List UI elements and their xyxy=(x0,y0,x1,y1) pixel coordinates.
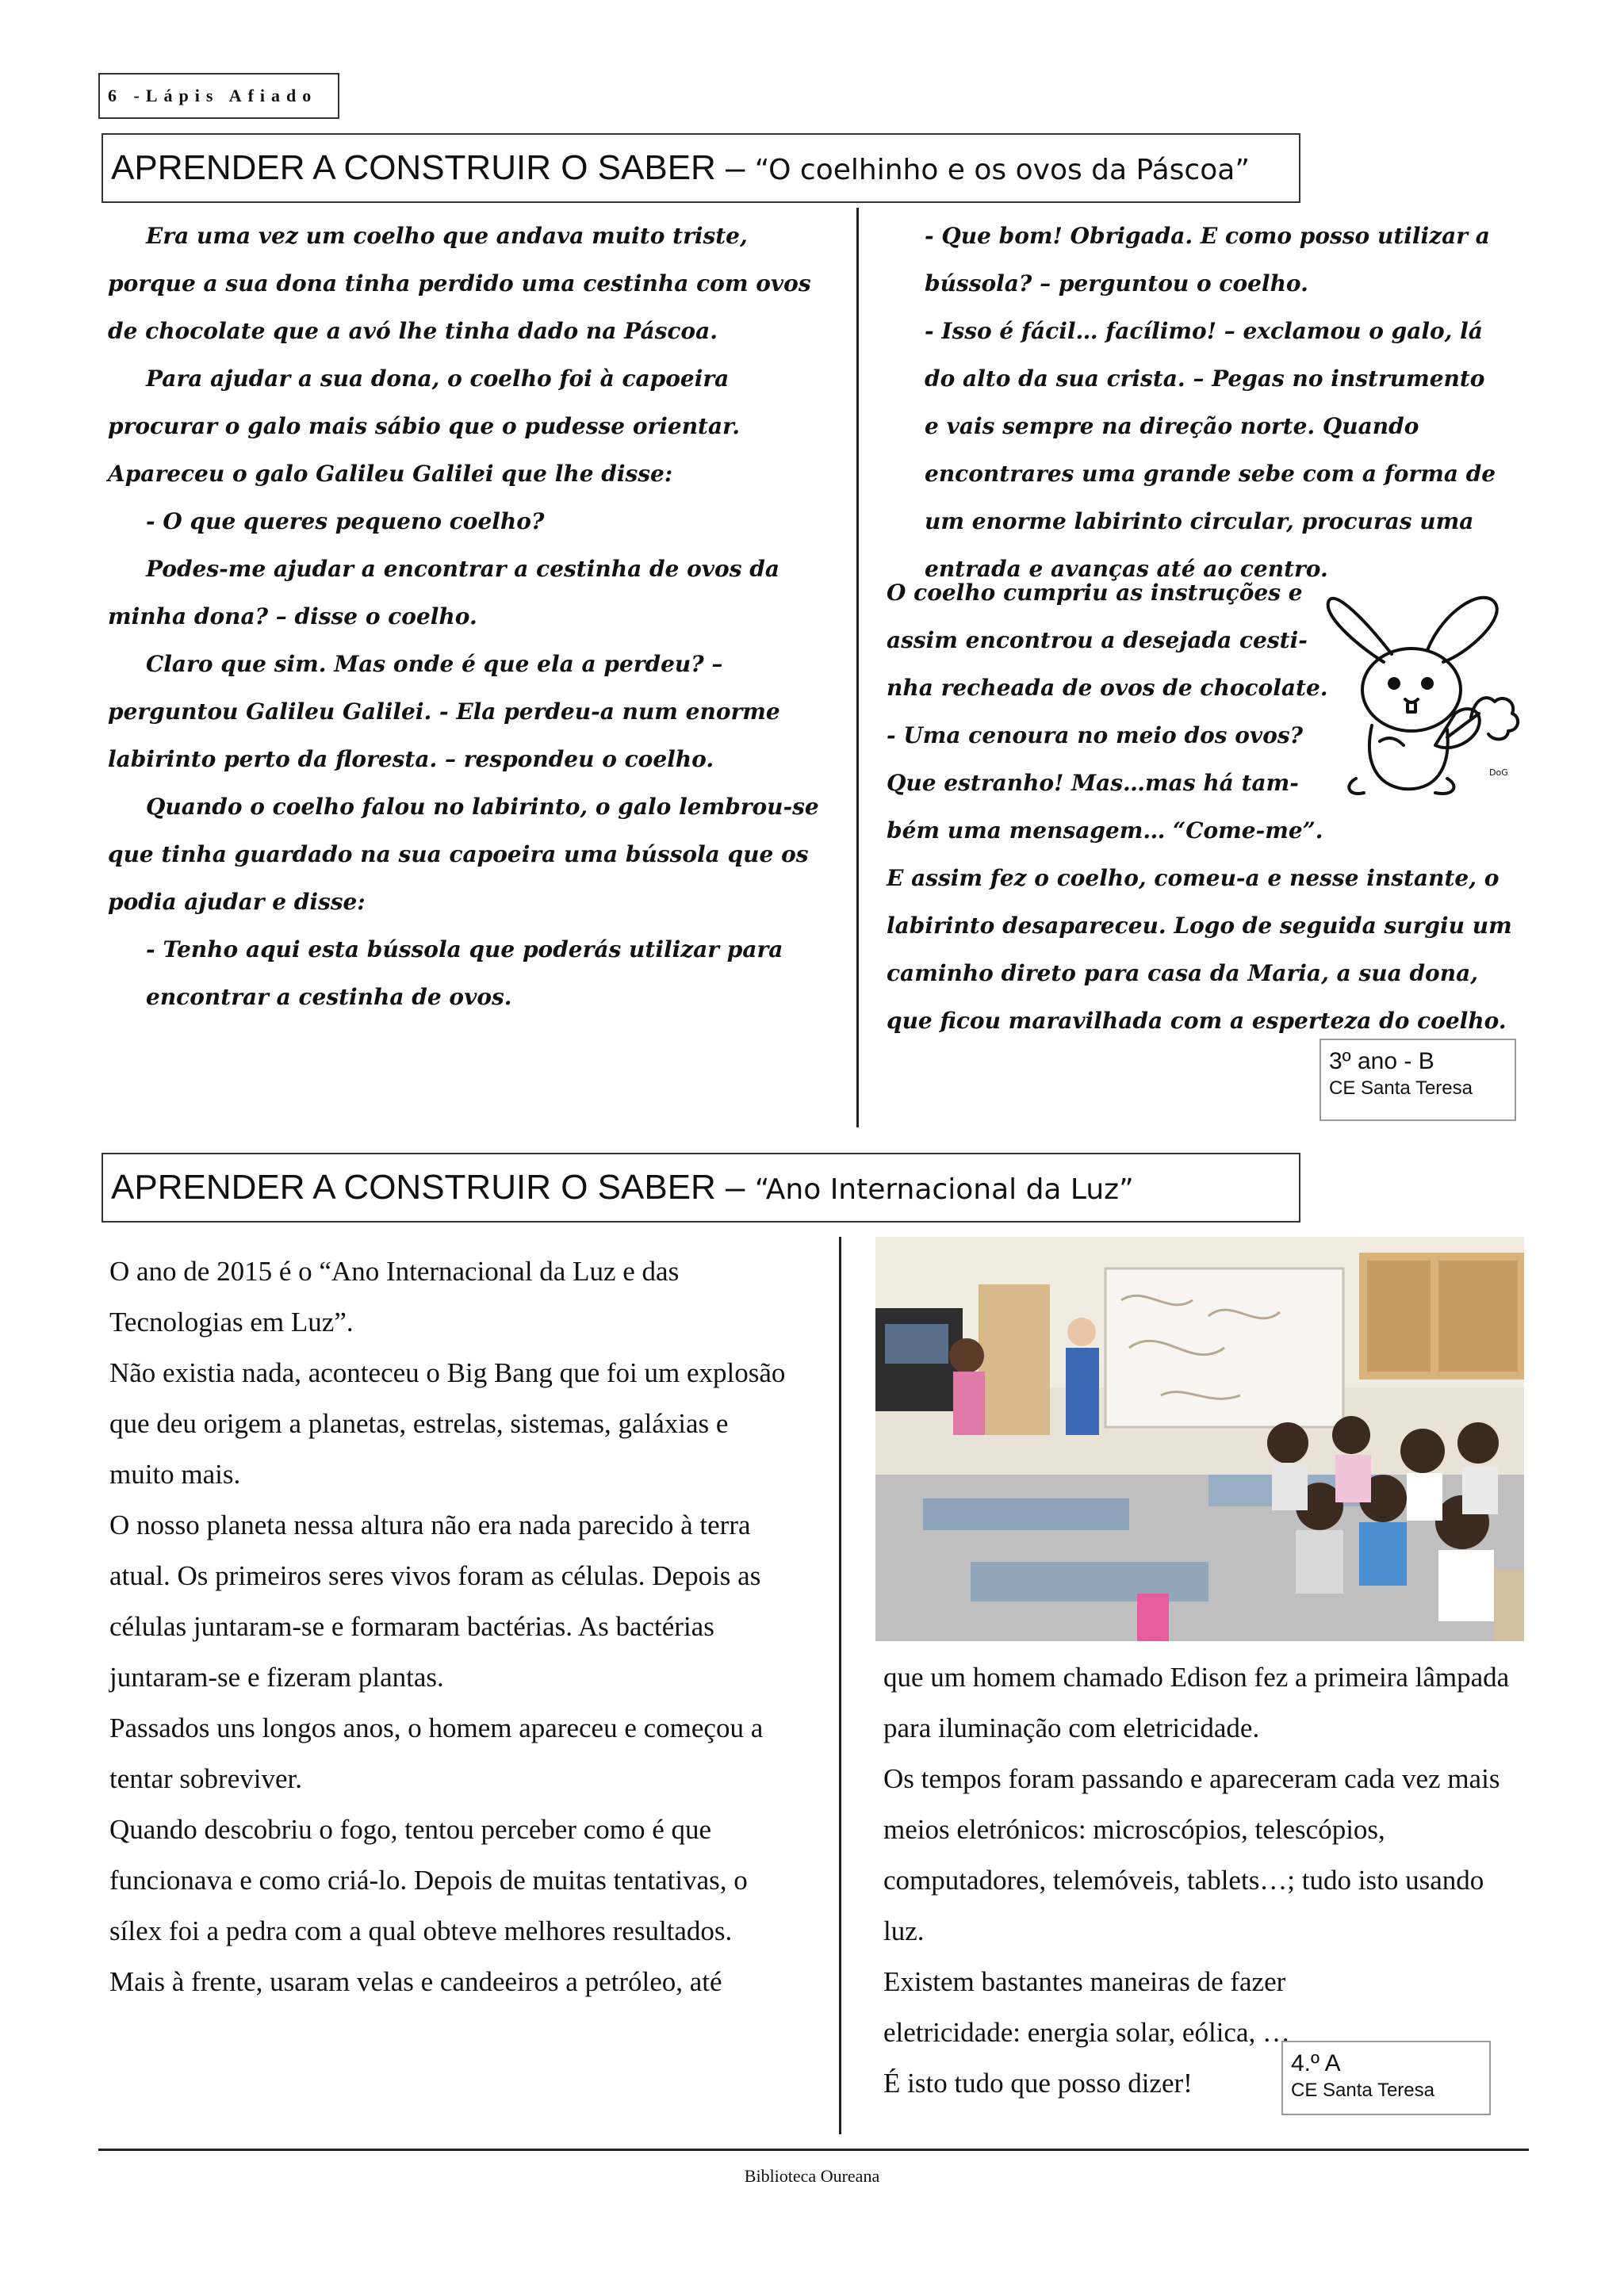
page-number-label: 6 -Lápis Afiado xyxy=(98,73,339,119)
signature-class: 4.º A xyxy=(1291,2050,1341,2076)
signature-class: 3º ano - B xyxy=(1329,1048,1434,1074)
paragraph: Mais à frente, usaram velas e candeeiros a petróleo, até xyxy=(109,1966,722,1997)
article-1-right-column xyxy=(887,212,1505,593)
paragraph: - O que queres pequeno coelho? xyxy=(146,508,545,534)
column-divider xyxy=(839,1237,841,2134)
paragraph: Quando o coelho falou no labirinto, o galo lembrou-se que tinha guardado na sua capoeira uma bússola que os podia ajudar e disse: xyxy=(108,794,819,915)
paragraph: Era uma vez um coelho que andava muito triste, porque a sua dona tinha perdido uma cestinha com ovos de chocolate que a avó lhe tinha dado na Páscoa. xyxy=(108,223,811,344)
article-2-left-column xyxy=(109,1246,791,2007)
article-1-title-text: APRENDER A CONSTRUIR O SABER – xyxy=(111,148,745,187)
paragraph: E assim fez o coelho, comeu-a e nesse instante, o labirinto desapareceu. Logo de seguida surgiu um caminho direto para casa da Maria, a sua dona, que ficou maravilhada com a esperteza do coelho. xyxy=(887,865,1512,1034)
paragraph: - Que bom! Obrigada. E como posso utilizar a bússola? – perguntou o coelho. xyxy=(925,223,1490,297)
paragraph: Podes-me ajudar a encontrar a cestinha de ovos da minha dona? – disse o coelho. xyxy=(108,556,779,629)
article-1-right-narrow xyxy=(887,569,1331,855)
paragraph: Quando descobriu o fogo, tentou perceber como é que funcionava e como criá-lo. Depois de muitas tentativas, o sílex foi a pedra com a qual obteve melhores resultados. xyxy=(109,1814,748,1946)
article-1-right-end xyxy=(887,855,1513,1045)
text-line: - Uma cenoura no meio dos ovos? xyxy=(887,722,1304,748)
text-line: Que estranho! Mas…mas há tam- xyxy=(887,770,1299,796)
paragraph: O nosso planeta nessa altura não era nada parecido à terra atual. Os primeiros seres vivos foram as células. Depois as células juntaram-se e formaram bactérias. As bactérias juntaram-se e fizeram plantas. xyxy=(109,1510,761,1693)
footer-divider xyxy=(98,2149,1529,2151)
text-line: O coelho cumpriu as instruções e xyxy=(887,580,1303,606)
paragraph: Não existia nada, aconteceu o Big Bang que foi um explosão que deu origem a planetas, estrelas, sistemas, galáxias e muito mais. xyxy=(109,1357,786,1490)
paragraph: O ano de 2015 é o “Ano Internacional da Luz e das Tecnologias em Luz”. xyxy=(109,1256,680,1337)
bunny-icon xyxy=(1316,571,1522,809)
svg-text:DoG: DoG xyxy=(1489,767,1508,778)
footer-text: Biblioteca Oureana xyxy=(744,2166,880,2186)
text-line: bém uma mensagem… “Come-me”. xyxy=(887,817,1323,844)
article-1-subtitle: “O coelhinho e os ovos da Páscoa” xyxy=(754,154,1250,186)
article-2-title xyxy=(102,1153,1300,1223)
article-1-left-column xyxy=(108,212,836,1021)
paragraph: - Isso é fácil… facílimo! – exclamou o galo, lá do alto da sua crista. – Pegas no instrumento e vais sempre na direção norte. Quando encontrares uma grande sebe com a forma de um enorme labirinto circular, procuras uma entrada e avanças até ao centro. xyxy=(925,318,1496,582)
signature-school: CE Santa Teresa xyxy=(1329,1077,1473,1099)
classroom-photo-image xyxy=(875,1237,1524,1641)
paragraph: Passados uns longos anos, o homem apareceu e começou a tentar sobreviver. xyxy=(109,1712,764,1794)
paragraph: Para ajudar a sua dona, o coelho foi à capoeira procurar o galo mais sábio que o pudesse orientar. Apareceu o galo Galileu Galilei que lhe disse: xyxy=(108,365,741,487)
paragraph: Claro que sim. Mas onde é que ela a perdeu? – perguntou Galileu Galilei. - Ela perdeu-a num enorme labirinto perto da floresta. – respondeu o coelho. xyxy=(108,651,780,772)
article-1-title xyxy=(102,133,1300,203)
text-line: assim encontrou a desejada cesti- xyxy=(887,627,1308,653)
paragraph: Os tempos foram passando e apareceram cada vez mais meios eletrónicos: microscópios, telescópios, computadores, telemóveis, tablets…; tudo isto usando luz. xyxy=(883,1763,1500,1946)
text-line: nha recheada de ovos de chocolate. xyxy=(887,675,1328,701)
column-divider xyxy=(856,208,859,1127)
paragraph: É isto tudo que posso dizer! xyxy=(883,2068,1193,2099)
article-2-title-text: APRENDER A CONSTRUIR O SABER – xyxy=(111,1168,745,1207)
signature-school: CE Santa Teresa xyxy=(1291,2080,1434,2101)
article-2-subtitle: “Ano Internacional da Luz” xyxy=(754,1173,1134,1206)
classroom-photo xyxy=(875,1237,1524,1641)
paragraph: que um homem chamado Edison fez a primeira lâmpada para iluminação com eletricidade. xyxy=(883,1662,1510,1743)
paragraph: - Tenho aqui esta bússola que poderás utilizar para encontrar a cestinha de ovos. xyxy=(146,936,783,1010)
article-1-signature xyxy=(1320,1039,1516,1121)
article-2-signature xyxy=(1281,2041,1491,2115)
paragraph: Existem bastantes maneiras de fazer eletricidade: energia solar, eólica, … xyxy=(883,1966,1290,2048)
bunny-illustration xyxy=(1316,571,1522,809)
